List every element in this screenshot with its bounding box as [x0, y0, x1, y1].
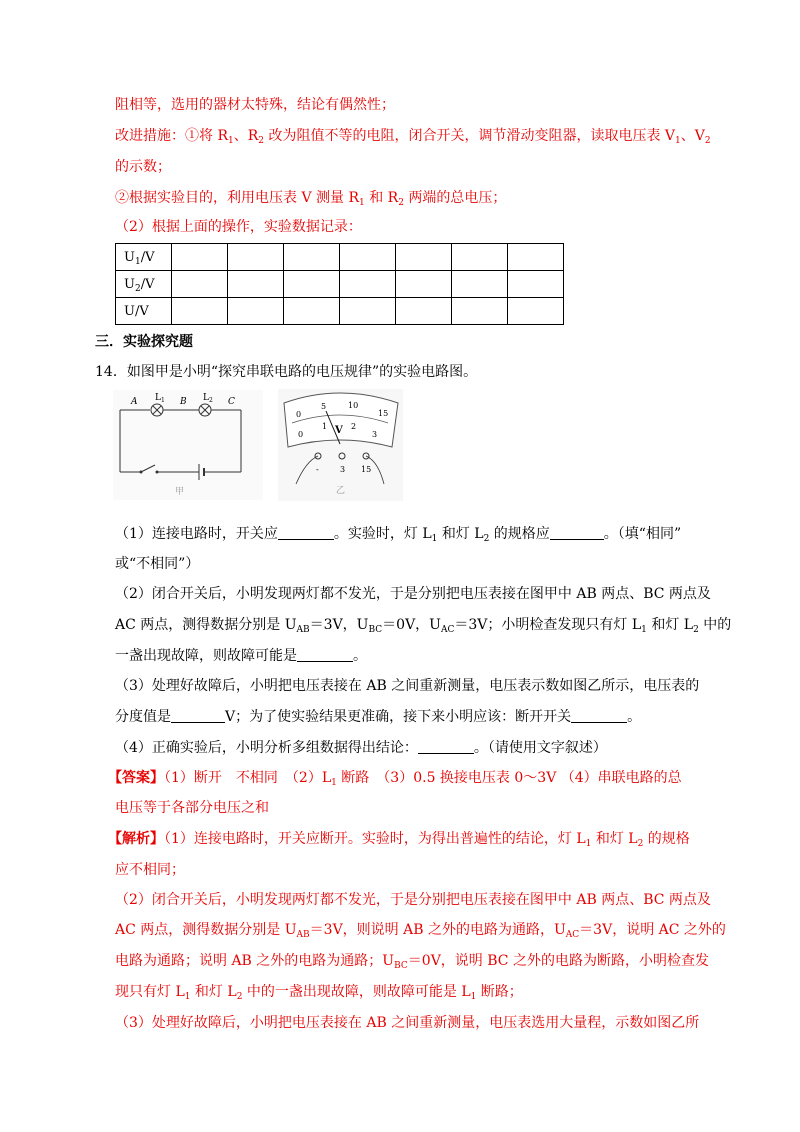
table-cell: U/V — [116, 298, 172, 325]
section-heading: 三．实验探究题 — [95, 334, 193, 350]
analysis-line: （2）闭合开关后，小明发现两灯都不发光，于是分别把电压表接在图甲中 AB 两点、BC 两点及 — [115, 892, 711, 908]
svg-text:-: - — [316, 465, 319, 474]
svg-text:15: 15 — [361, 465, 372, 474]
analysis-tag: 【解析】 — [108, 831, 164, 847]
data-table — [115, 243, 564, 325]
svg-text:5: 5 — [321, 402, 327, 411]
scale-bottom: 0 — [298, 430, 304, 439]
answer-line-cont: 电压等于各部分电压之和 — [115, 800, 269, 816]
table-row — [116, 244, 564, 271]
text-line: 阻相等，选用的器材太特殊，结论有偶然性； — [115, 97, 395, 113]
svg-text:2: 2 — [351, 422, 357, 431]
answer-blank — [571, 708, 627, 723]
svg-text:3: 3 — [340, 465, 346, 474]
answer-tag: 【答案】 — [108, 770, 164, 786]
analysis-line: AC 两点，测得数据分别是 $U_{AB}=3V$，则说明 AB 之外的电路为通路，$U_{AC}=3V$，说明 AC 之外的 — [115, 922, 726, 940]
text-line: 改进措施：①将 $R_1$、$R_2$ 改为阻值不等的电阻，闭合开关，调节滑动变阻器，读取电压表 $V_1$、$V_2$ — [115, 128, 711, 146]
table-cell: $U_1/V$ — [116, 244, 172, 271]
question-stem: 14．如图甲是小明“探究串联电路的电压规律”的实验电路图。 — [95, 364, 478, 380]
question-part-3-cont: 分度值是 V；为了使实验结果更准确，接下来小明应该：断开开关 。 — [115, 709, 642, 725]
answer-blank — [171, 708, 225, 723]
analysis-line: 应不相同； — [115, 862, 185, 878]
table-row — [116, 271, 564, 298]
question-part-3: （3）处理好故障后，小明把电压表接在 AB 之间重新测量，电压表示数如图乙所示，电压表的 — [115, 678, 700, 694]
caption-yi: 乙 — [336, 486, 346, 496]
label-c: C — [228, 397, 235, 407]
text-line: 的示数； — [115, 159, 171, 175]
analysis-line: 【解析】（1）连接电路时，开关应断开。实验时，为得出普遍性的结论，灯 $L_1$ 和灯 $L_2$ 的规格 — [108, 831, 690, 849]
question-part-1: （1）连接电路时，开关应 。实验时，灯 $L_1$ 和灯 $L_2$ 的规格应 。（填“相同” — [115, 526, 682, 544]
answer-blank — [550, 525, 604, 540]
analysis-line: （3）处理好故障后，小明把电压表接在 AB 之间重新测量，电压表选用大量程，示数如图乙所 — [115, 1015, 700, 1031]
svg-text:10: 10 — [348, 401, 359, 410]
question-part-2-cont: AC 两点，测得数据分别是 $U_{AB}=3V$，$U_{BC}=0V$，$U_{AC}=3V$；小明检查发现只有灯 $L_1$ 和灯 $L_2$ 中的 — [115, 617, 732, 635]
answer-blank — [418, 739, 474, 754]
table-cell: $U_2/V$ — [116, 271, 172, 298]
question-part-1-cont: 或“不相同”） — [115, 556, 200, 572]
label-a: A — [131, 397, 138, 407]
table-row — [116, 298, 564, 325]
label-l1: $L_1$ — [155, 393, 165, 404]
scale-top: 0 — [296, 410, 302, 419]
svg-text:1: 1 — [322, 422, 328, 431]
label-l2: $L_2$ — [203, 393, 213, 404]
svg-text:3: 3 — [372, 430, 378, 439]
question-part-4: （4）正确实验后，小明分析多组数据得出结论： 。（请使用文字叙述） — [115, 740, 607, 756]
question-part-2-cont: 一盏出现故障，则故障可能是 。 — [115, 648, 367, 664]
answer-blank — [297, 647, 353, 662]
answer-line: 【答案】（1）断开 不相同 $(2)L_1$ 断路 （3）0.5 换接电压表 0～3V （4）串联电路的总 — [108, 770, 682, 788]
circuit-diagram — [113, 390, 263, 500]
label-b: B — [180, 397, 187, 407]
voltmeter-figure — [278, 389, 403, 501]
analysis-line: 现只有灯 $L_1$ 和灯 $L_2$ 中的一盏出现故障，则故障可能是 $L_1$ 断路； — [115, 984, 523, 1002]
svg-text:15: 15 — [378, 409, 389, 418]
answer-blank — [278, 525, 334, 540]
question-part-2: （2）闭合开关后，小明发现两灯都不发光，于是分别把电压表接在图甲中 AB 两点、BC 两点及 — [115, 586, 711, 602]
caption-jia: 甲 — [175, 487, 185, 497]
text-line: ②根据实验目的，利用电压表 V 测量 $R_1$ 和 $R_2$ 两端的总电压； — [115, 190, 507, 208]
analysis-line: 电路为通路；说明 AB 之外的电路为通路；$U_{BC}=0V$，说明 BC 之外的电路为断路，小明检查发 — [115, 953, 709, 971]
unit-label: V — [335, 425, 343, 436]
text-line: （2）根据上面的操作，实验数据记录： — [115, 219, 362, 235]
